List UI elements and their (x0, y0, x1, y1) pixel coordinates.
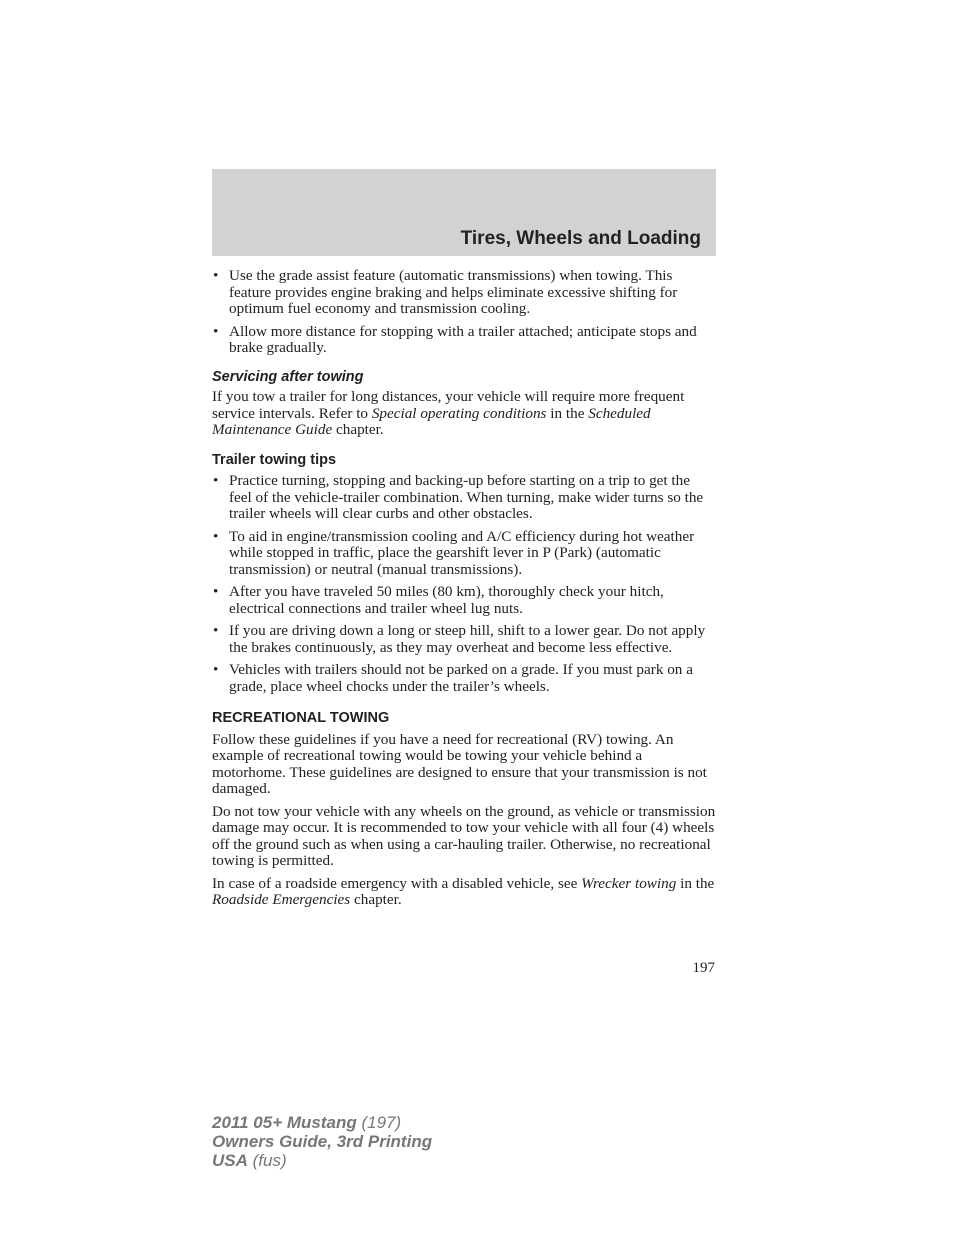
roadside-emergencies-reference: Roadside Emergencies (212, 891, 351, 908)
bullet-icon: • (213, 472, 219, 489)
servicing-heading: Servicing after towing (212, 368, 364, 385)
recreational-towing-heading: RECREATIONAL TOWING (212, 710, 390, 726)
bullet-icon: • (213, 267, 219, 284)
servicing-paragraph: If you tow a trailer for long distances, your vehicle will require more frequent service intervals. Refer to Special operating conditions in the Scheduled Maintenance Guide chapter. (212, 388, 685, 438)
trailer-tips-heading: Trailer towing tips (212, 451, 337, 468)
bullet-icon: • (213, 583, 219, 600)
bullet-icon: • (213, 622, 219, 639)
bullet-icon: • (213, 527, 219, 545)
list-item: • Allow more distance for stopping with a trailer attached; anticipate stops and brake gradually. (213, 322, 697, 356)
document-footer (212, 1113, 432, 1170)
scheduled-maintenance-guide-reference: Scheduled Maintenance Guide (212, 404, 651, 438)
recreational-paragraph-3: In case of a roadside emergency with a disabled vehicle, see Wrecker towing in the Roadside Emergencies chapter. (212, 874, 715, 908)
list-item: • Use the grade assist feature (automatic transmissions) when towing. This feature provides engine braking and helps eliminate excessive shifting for optimum fuel economy and transmission cooling. (213, 267, 678, 317)
special-operating-conditions-reference: Special operating conditions (371, 404, 547, 422)
footer-line-edition: Owners Guide, 3rd Printing (212, 1132, 433, 1151)
list-item: • If you are driving down a long or steep hill, shift to a lower gear. Do not apply the brakes continuously, as they may overheat and become less effective. (213, 622, 706, 656)
wrecker-towing-reference: Wrecker towing (581, 874, 677, 892)
footer-line-model: 2011 05+ Mustang (197) (212, 1113, 402, 1132)
section-title: Tires, Wheels and Loading (460, 228, 701, 249)
towing-bullet-list (212, 268, 716, 357)
page-content (212, 268, 716, 915)
page-number: 197 (692, 960, 715, 976)
footer-line-region: USA (fus) (212, 1151, 287, 1170)
trailer-tips-list (212, 473, 716, 695)
recreational-paragraph-1: Follow these guidelines if you have a need for recreational (RV) towing. An example of recreational towing would be towing your vehicle behind a motorhome. These guidelines are designed to ensure that your transmission is not damaged. (212, 730, 707, 797)
recreational-paragraph-2: Do not tow your vehicle with any wheels on the ground, as vehicle or transmission damage may occur. It is recommended to tow your vehicle with all four (4) wheels off the ground such as when using a car-hauling trailer. Otherwise, no recreational towing is permitted. (212, 802, 716, 869)
list-item: • Vehicles with trailers should not be parked on a grade. If you must park on a grade, place wheel chocks under the trailer’s wheels. (213, 661, 693, 695)
section-header-band (212, 169, 716, 256)
bullet-icon: • (213, 661, 219, 678)
list-item: • Practice turning, stopping and backing-up before starting on a trip to get the feel of the vehicle-trailer combination. When turning, make wider turns so the trailer wheels will clear curbs and other obstacles. (213, 472, 704, 522)
bullet-icon: • (213, 322, 219, 340)
list-item: • After you have traveled 50 miles (80 km), thoroughly check your hitch, electrical connections and trailer wheel lug nuts. (213, 583, 664, 617)
list-item: • To aid in engine/transmission cooling and A/C efficiency during hot weather while stopped in traffic, place the gearshift lever in P (Park) (automatic transmission) or neutral (manual transmissions). (213, 527, 695, 578)
